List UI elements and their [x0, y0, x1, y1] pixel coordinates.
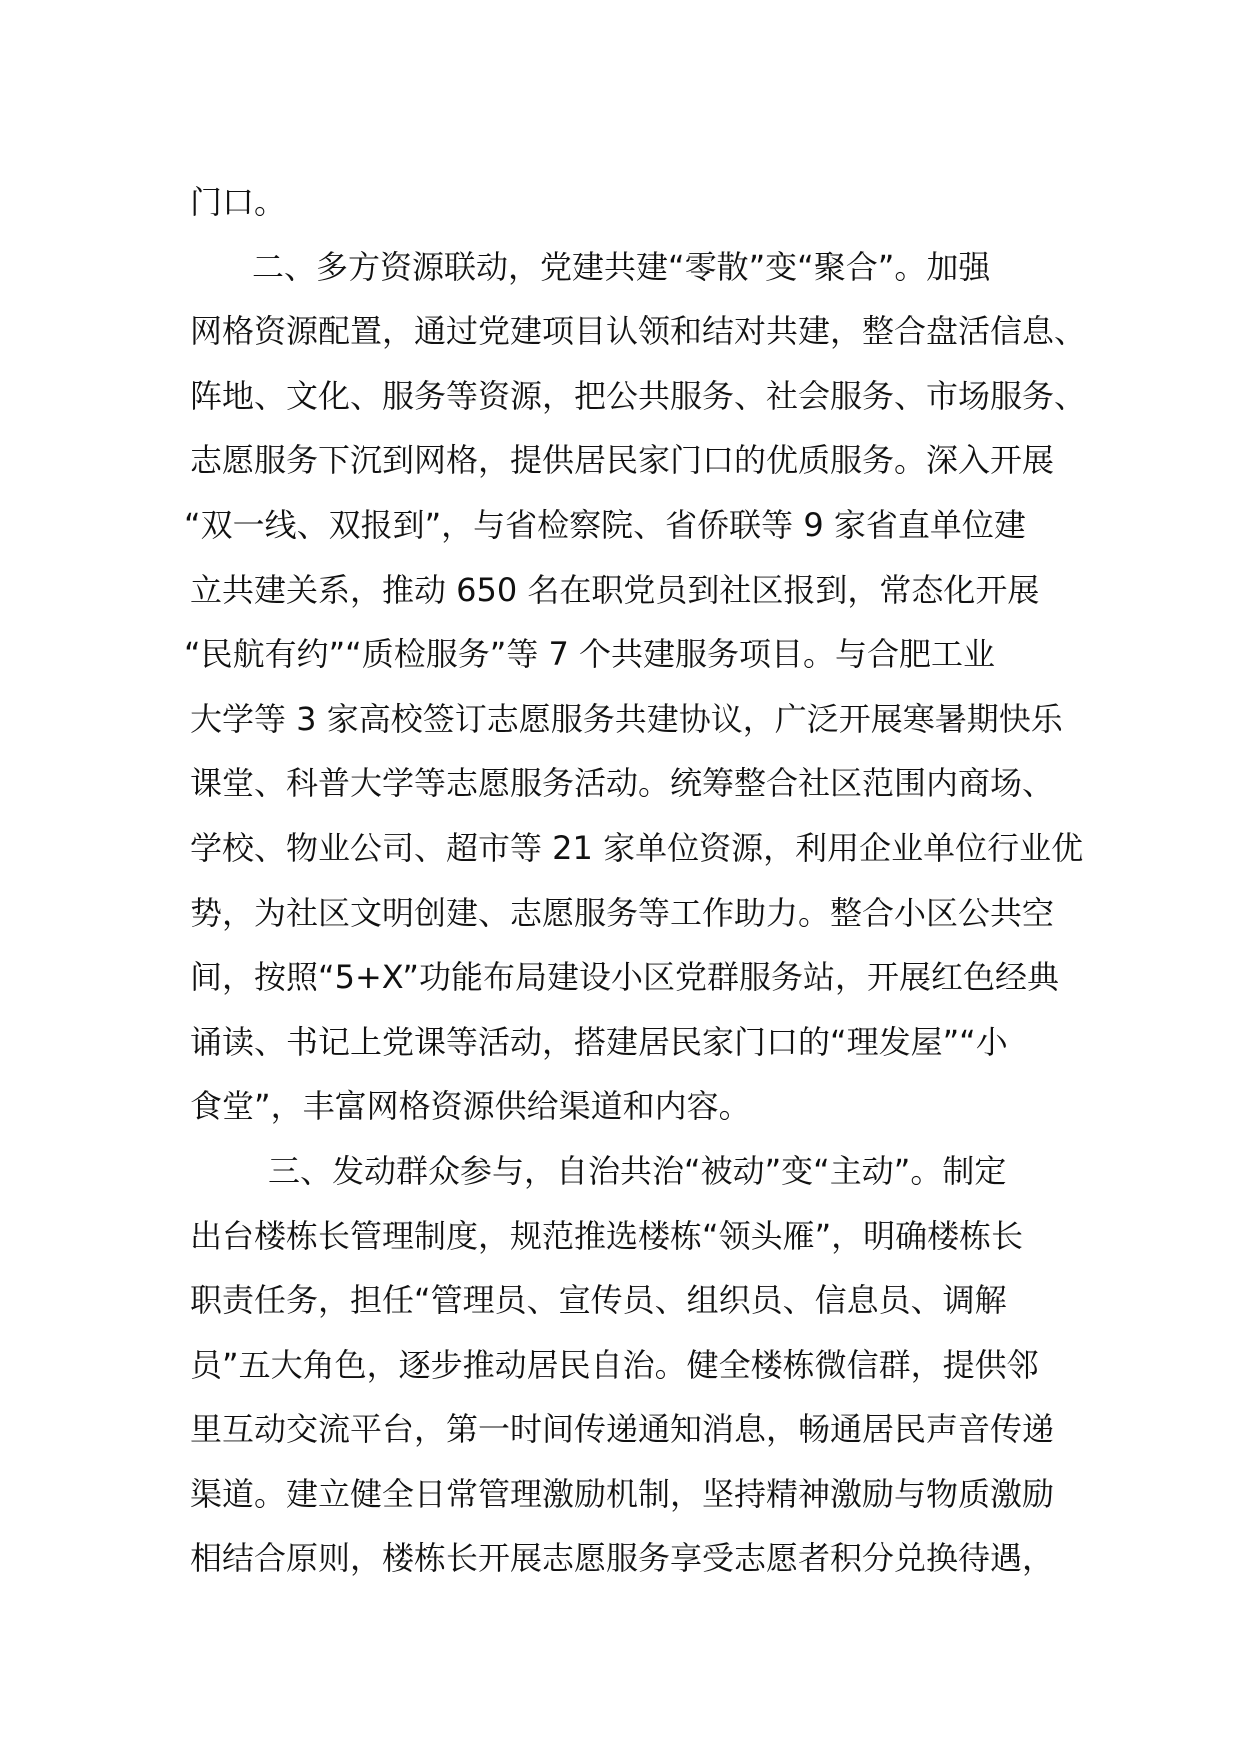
text-line: 学校、物业公司、超市等 21 家单位资源，利用企业单位行业优: [190, 828, 1084, 867]
text-line: 阵地、文化、服务等资源，把公共服务、社会服务、市场服务、: [190, 376, 1087, 415]
text-line: 门口。: [190, 183, 287, 221]
section-heading-line: 三、发动群众参与，自治共治“被动”变“主动”。制定: [268, 1151, 1007, 1190]
text-line: 职责任务，担任“管理员、宣传员、组织员、信息员、调解: [190, 1281, 1007, 1320]
text-line: 渠道。建立健全日常管理激励机制，坚持精神激励与物质激励: [190, 1474, 1055, 1513]
text-line: 相结合原则，楼栋长开展志愿服务享受志愿者积分兑换待遇，: [190, 1539, 1055, 1578]
text-line: “民航有约”“质检服务”等 7 个共建服务项目。与合肥工业: [184, 635, 996, 674]
text-line: 势，为社区文明创建、志愿服务等工作助力。整合小区公共空: [190, 893, 1055, 932]
text-line: “双一线、双报到”，与省检察院、省侨联等 9 家省直单位建: [184, 505, 1026, 544]
text-line: 大学等 3 家高校签订志愿服务共建协议，广泛开展寒暑期快乐: [190, 699, 1063, 738]
text-line: 间，按照“5+X”功能布局建设小区党群服务站，开展红色经典: [190, 958, 1059, 997]
body-text: [184, 170, 1087, 1591]
text-line: 志愿服务下沉到网格，提供居民家门口的优质服务。深入开展: [190, 441, 1055, 480]
text-line: 立共建关系，推动 650 名在职党员到社区报到，常态化开展: [190, 570, 1040, 609]
section-heading-line: 二、多方资源联动，党建共建“零散”变“聚合”。加强: [252, 247, 991, 286]
text-line: 出台楼栋长管理制度，规范推选楼栋“领头雁”，明确楼栋长: [190, 1216, 1024, 1255]
text-line: 网格资源配置，通过党建项目认领和结对共建，整合盘活信息、: [190, 312, 1087, 351]
text-line: 里互动交流平台，第一时间传递通知消息，畅通居民声音传递: [190, 1410, 1055, 1449]
text-line: 员”五大角色，逐步推动居民自治。健全楼栋微信群，提供邻: [190, 1345, 1039, 1384]
text-line: 课堂、科普大学等志愿服务活动。统筹整合社区范围内商场、: [190, 764, 1055, 803]
text-line: 诵读、书记上党课等活动，搭建居民家门口的“理发屋”“小: [190, 1022, 1008, 1061]
text-line: 食堂”，丰富网格资源供给渠道和内容。: [190, 1087, 751, 1126]
